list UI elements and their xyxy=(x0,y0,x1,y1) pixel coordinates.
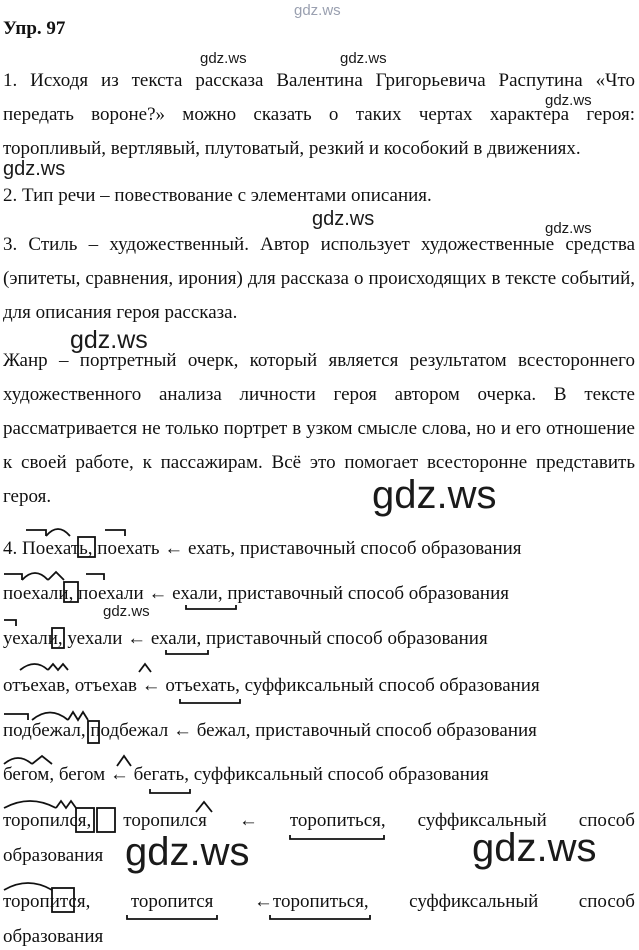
word: торопится, xyxy=(3,891,91,912)
root-arc xyxy=(4,801,56,808)
word: торопиться, xyxy=(289,810,386,831)
analysis-line: образования xyxy=(3,926,104,947)
prefix-mark xyxy=(26,530,46,536)
analysis-line: образования xyxy=(3,845,104,866)
exercise-title: Упр. 97 xyxy=(3,18,66,39)
root-arc xyxy=(4,883,52,890)
watermark: gdz.ws xyxy=(103,603,150,620)
prefix-mark xyxy=(86,574,104,580)
watermark: gdz.ws xyxy=(340,50,387,67)
root-arc xyxy=(46,529,70,536)
word: суффиксальный xyxy=(417,810,547,831)
base-underline xyxy=(166,650,208,654)
word: суффиксальный xyxy=(409,891,539,912)
watermark: gdz.ws xyxy=(3,158,66,180)
word: способ xyxy=(578,891,635,912)
watermark: gdz.ws xyxy=(545,92,592,109)
analysis-line: отъехав, отъехав ← отъехать, суффиксальный способ образования xyxy=(3,675,540,696)
analysis-line: подбежал, подбежал ← бежал, приставочный способ образования xyxy=(3,720,537,741)
suffix-mark xyxy=(48,664,68,670)
word: торопился, xyxy=(3,810,92,831)
suffix-mark xyxy=(56,801,76,808)
analysis-line xyxy=(3,891,635,913)
word: торопился xyxy=(123,810,207,831)
word: способ xyxy=(578,810,635,831)
arrow: ← xyxy=(238,810,258,831)
base-underline xyxy=(186,605,236,609)
root-arc xyxy=(20,664,48,670)
paragraph-2: 2. Тип речи – повествование с элементами описания. xyxy=(3,185,432,206)
base-underline xyxy=(127,915,217,919)
prefix-mark xyxy=(105,530,125,536)
analysis-line: уехали, уехали ← ехали, приставочный способ образования xyxy=(3,628,488,649)
watermark: gdz.ws xyxy=(70,326,148,354)
paragraph-3: 3. Стиль – художественный. Автор использует художественные средства (эпитеты, сравнения, ирония) для рассказа о происходящих в тексте событий, для описания героя рассказа. xyxy=(3,234,635,323)
analysis-line: поехали, поехали ← ехали, приставочный способ образования xyxy=(3,583,509,604)
paragraph-1: 1. Исходя из текста рассказа Валентина Григорьевича Распутина «Что передать вороне?» можно сказать о таких чертах характера героя: торопливый, вертлявый, плутоватый, резкий и кособокий в движениях. xyxy=(3,70,635,159)
base-underline xyxy=(180,699,240,703)
root-arc xyxy=(32,713,68,721)
root-arc xyxy=(22,573,48,580)
watermark: gdz.ws xyxy=(372,473,497,517)
watermark: gdz.ws xyxy=(200,50,247,67)
base-underline xyxy=(270,915,370,919)
paragraph-4: Жанр – портретный очерк, который является результатом всестороннего художественного анализа личности героя автором очерка. В тексте рассматривается не только портрет в узком смысле слова, но и его отношение к своей работе, к пассажирам. Всё это помогает всесторонне представить героя. xyxy=(3,350,635,507)
watermark: gdz.ws xyxy=(312,208,375,230)
analysis-line xyxy=(3,810,635,832)
watermark-top: gdz.ws xyxy=(294,2,341,19)
watermark: gdz.ws xyxy=(545,220,592,237)
suffix-mark xyxy=(68,712,88,720)
suffix-mark xyxy=(32,756,52,764)
suffix-mark xyxy=(48,572,64,580)
base-underline xyxy=(150,789,190,793)
watermark: gdz.ws xyxy=(472,826,597,870)
analysis-line: бегом, бегом ← бегать, суффиксальный способ образования xyxy=(3,764,489,785)
word: торопится xyxy=(130,891,214,912)
suffix-mark xyxy=(139,664,151,672)
word: ←торопиться, xyxy=(253,891,369,912)
prefix-mark xyxy=(4,574,22,580)
analysis-line: 4. Поехать, поехать ← ехать, приставочный способ образования xyxy=(3,538,522,559)
base-underline xyxy=(290,835,384,839)
watermark: gdz.ws xyxy=(125,830,250,874)
prefix-mark xyxy=(4,620,16,626)
